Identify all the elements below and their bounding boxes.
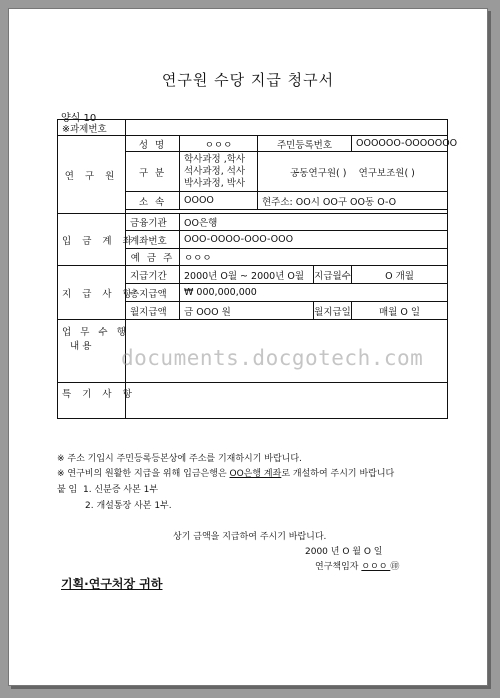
months-value: O 개월: [352, 266, 448, 284]
affiliation-label: 소 속: [126, 192, 180, 210]
monthly-value: 금 OOO 원: [180, 302, 314, 320]
attachment-1: 붙 임 1. 신분증 사본 1부: [57, 485, 159, 495]
period-row: [58, 266, 448, 284]
account-number-value: OOO-OOOO-OOO-OOO: [180, 231, 448, 249]
category-options: [180, 152, 258, 192]
total-value: ₩ 000,000,000: [180, 284, 448, 302]
period-value: 2000년 O월 ~ 2000년 O월: [180, 266, 314, 284]
account-number-label: 계좌번호: [126, 231, 180, 249]
researcher-role-cell: [258, 152, 448, 192]
category-line: 학사과정 ,학사: [184, 153, 246, 165]
signer-name: ㅇㅇㅇ: [361, 562, 391, 572]
remarks-section-label: 특 기 사 항: [58, 383, 126, 419]
name-label: 성 명: [126, 136, 180, 152]
name-value: ㅇㅇㅇ: [180, 136, 258, 152]
rrn-label: 주민등록번호: [258, 136, 352, 152]
signer-line: [315, 559, 399, 572]
duty-section-label: 업 무 수 행 내 용: [58, 320, 126, 383]
payment-section-label: 지 급 사 항: [58, 266, 126, 320]
signer-label: 연구책임자: [315, 562, 359, 572]
bank-row: [58, 214, 448, 231]
bank-underlined: OO은행 계좌: [229, 469, 282, 479]
account-holder-label: 예 금 주: [126, 249, 180, 266]
bank-value: OO은행: [180, 214, 448, 231]
pay-day-value: 매월 O 일: [352, 302, 448, 320]
attachment-label: 붙 임: [57, 485, 78, 495]
date-text: 2000 년 O 월 O 일: [305, 547, 383, 557]
request-text: 상기 금액을 지급하여 주시기 바랍니다.: [173, 532, 327, 542]
rrn-value: OOOOOO-OOOOOOO: [352, 136, 448, 152]
monthly-label: 월지급액: [126, 302, 180, 320]
remarks-content: [126, 383, 448, 419]
project-number-label: ※과제번호: [58, 120, 126, 136]
claim-form-table: [57, 119, 458, 419]
note-address: ※ 주소 기입시 주민등록등본상에 주소를 기재하시기 바랍니다.: [57, 454, 302, 464]
project-number-row: [58, 120, 448, 136]
watermark: documents.docgotech.com: [121, 346, 424, 370]
assistant-researcher-option: 연구보조원( ): [358, 167, 415, 179]
project-number-value: [126, 120, 448, 136]
account-holder-value: ㅇㅇㅇ: [180, 249, 448, 266]
account-section-label: 입 금 계 좌: [58, 214, 126, 266]
researcher-section-label: 연 구 원: [58, 136, 126, 214]
document-title: 연구원 수당 지급 청구서: [161, 71, 335, 89]
attachment-2: 2. 개설통장 사본 1부.: [85, 501, 172, 511]
period-label: 지급기간: [126, 266, 180, 284]
category-label: 구 분: [126, 152, 180, 192]
affiliation-value: OOOO: [180, 192, 258, 210]
addressee: 기획·연구처장 귀하: [61, 577, 163, 591]
total-label: 총지급액: [126, 284, 180, 302]
remarks-row: [58, 383, 448, 419]
category-line: 박사과정, 박사: [184, 177, 246, 189]
researcher-name-row: [58, 136, 448, 152]
category-line: 석사과정, 석사: [184, 165, 246, 177]
joint-researcher-option: 공동연구원( ): [290, 167, 347, 179]
form-number: 양식 10: [61, 113, 97, 124]
seal-mark: ㊞: [390, 562, 400, 572]
months-label: 지급월수: [314, 266, 352, 284]
address-value: 현주소: OO시 OO구 OO동 O-O: [258, 192, 448, 210]
document-page: [8, 8, 488, 686]
bank-label: 금융기관: [126, 214, 180, 231]
pay-day-label: 월지급일: [314, 302, 352, 320]
note-bank: ※ 연구비의 원활한 지급을 위해 입금은행은 OO은행 계좌로 개설하여 주시기 바랍니다: [57, 469, 395, 479]
